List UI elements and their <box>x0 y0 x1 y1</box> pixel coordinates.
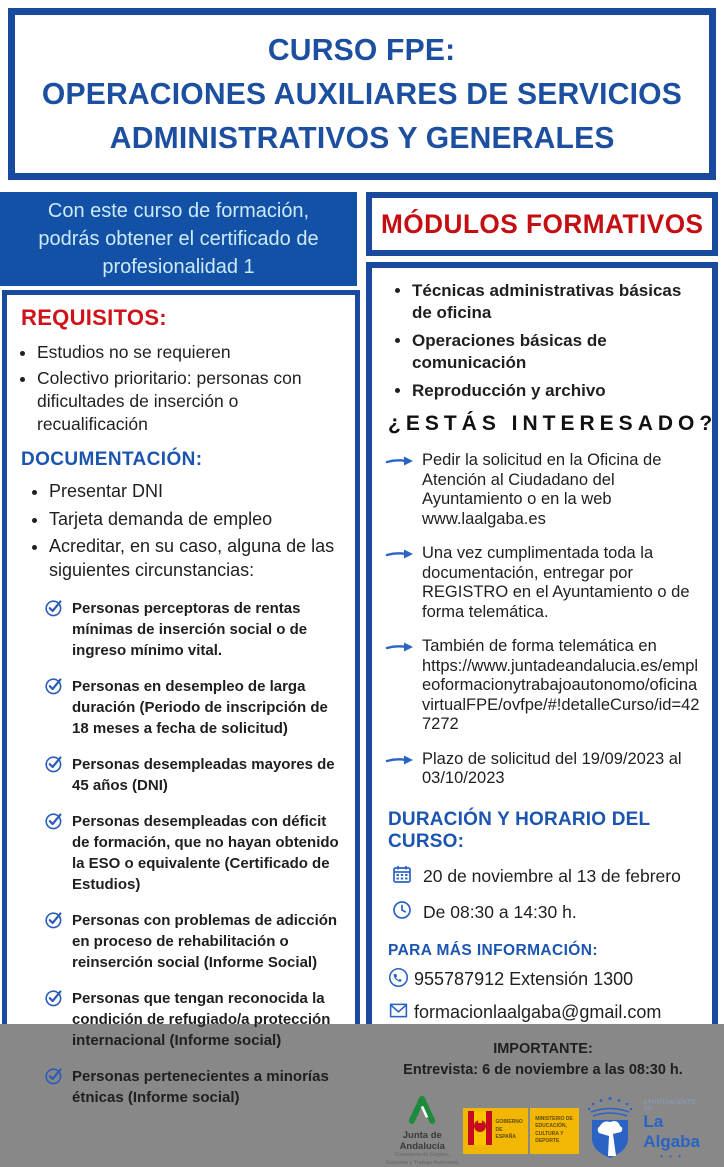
la-algaba-logo <box>583 1096 700 1165</box>
documentacion-list <box>49 479 345 582</box>
info-panel <box>366 262 718 1166</box>
step-text: Pedir la solicitud en la Oficina de Atención al Ciudadano del Ayuntamiento o en la web www.laalgaba.es <box>422 451 662 528</box>
schedule-hours: De 08:30 a 14:30 h. <box>423 901 577 922</box>
modulos-list <box>412 280 700 402</box>
check-item <box>45 598 345 661</box>
check-item-text: Personas pertenecientes a minorías étnicas (Informe social) <box>72 1067 329 1106</box>
footer-logos <box>386 1094 700 1167</box>
important-note <box>386 1039 700 1083</box>
check-item-text: Personas que tengan reconocida la condición de refugiado/a protección internacional (Informe social) <box>72 989 331 1049</box>
modulos-heading: MÓDULOS FORMATIVOS <box>380 208 704 239</box>
spain-flag-icon <box>468 1111 492 1150</box>
requisitos-list <box>37 341 345 436</box>
check-item <box>45 676 345 739</box>
envelope-icon <box>388 1000 409 1026</box>
check-item-text: Personas perceptoras de rentas mínimas de inserción social o de ingreso mínimo vital. <box>72 599 308 659</box>
la-algaba-shield-icon <box>583 1096 637 1165</box>
check-item <box>45 754 345 796</box>
calendar-icon <box>392 864 412 889</box>
check-item-text: Personas en desempleo de larga duración (Periodo de inscripción de 18 meses a fecha de solicitud) <box>72 677 328 737</box>
check-circle-icon <box>45 811 63 895</box>
schedule-dates-row <box>392 864 700 889</box>
check-item <box>45 1066 345 1108</box>
algaba-dots: • • • <box>660 1152 684 1162</box>
check-item-text: Personas desempleadas con déficit de formación, que no hayan obtenido la ESO o equivalente (Certificado de Estudios) <box>72 812 339 893</box>
check-circle-icon <box>45 754 63 796</box>
phone-row <box>388 967 700 993</box>
step-item <box>386 750 700 789</box>
requisitos-heading: REQUISITOS: <box>21 305 167 330</box>
requirements-panel <box>2 290 360 1106</box>
ministerio-block <box>530 1108 579 1154</box>
page-title-line-2: OPERACIONES AUXILIARES DE SERVICIOS <box>41 76 683 111</box>
modulo-item: • Reproducción y archivo <box>412 380 700 402</box>
algaba-name: La Algaba <box>643 1112 701 1152</box>
page-title-line-3: ADMINISTRATIVOS Y GENERALES <box>109 120 615 155</box>
email-row <box>388 1000 700 1026</box>
gobierno-label: GOBIERNO DE ESPAÑA <box>495 1119 523 1141</box>
check-item <box>45 988 345 1051</box>
check-item <box>45 910 345 973</box>
step-text: Una vez cumplimentada toda la documentación, entregar por REGISTRO en el Ayuntamiento o de forma telemática. <box>422 544 690 621</box>
important-text: Entrevista: 6 de noviembre a las 08:30 h. <box>403 1062 683 1079</box>
ministerio-label: MINISTERIO DE EDUCACIÓN, CULTURA Y DEPORTE <box>535 1115 573 1145</box>
schedule-hours-row <box>392 900 700 925</box>
title-box <box>8 8 716 180</box>
step-text: Plazo de solicitud del 19/09/2023 al 03/10/2023 <box>422 749 682 788</box>
duracion-heading: DURACIÓN Y HORARIO DEL CURSO: <box>388 808 650 852</box>
algaba-superscript: AYUNTAMIENTO DE <box>643 1100 696 1113</box>
la-algaba-text <box>643 1100 700 1161</box>
intro-banner <box>0 192 357 286</box>
requisito-item: • Colectivo prioritario: personas con dificultades de inserción o recualificación <box>37 367 345 436</box>
junta-title: Junta de Andalucía <box>399 1130 445 1152</box>
modulo-item: • Técnicas administrativas básicas de oficina <box>412 280 700 324</box>
check-circle-icon <box>45 598 63 661</box>
arrow-right-icon <box>386 544 414 622</box>
check-item-text: Personas con problemas de adicción en proceso de rehabilitación o reinserción social (Informe Social) <box>72 911 338 971</box>
junta-subtitle-2: Empresa y Trabajo Autónomo <box>386 1159 459 1166</box>
step-item <box>386 637 700 734</box>
info-heading: PARA MÁS INFORMACIÓN: <box>388 941 598 959</box>
arrow-right-icon <box>386 637 414 734</box>
check-circle-icon <box>45 1066 63 1108</box>
page-title-line-1: CURSO FPE: <box>268 32 456 67</box>
documentacion-item: • Tarjeta demanda de empleo <box>49 507 345 531</box>
phone-number: 955787912 Extensión 1300 <box>414 969 634 989</box>
arrow-right-icon <box>386 750 414 789</box>
gobierno-espana-logo <box>463 1108 580 1154</box>
gobierno-block <box>463 1108 529 1154</box>
junta-andalucia-logo <box>386 1094 459 1167</box>
junta-subtitle-1: Consejería de Empleo, <box>394 1152 451 1158</box>
check-circle-icon <box>45 988 63 1051</box>
requisito-item: • Estudios no se requieren <box>37 341 345 364</box>
check-circle-icon <box>45 910 63 973</box>
documentacion-item: • Presentar DNI <box>49 479 345 503</box>
modules-header-box <box>366 192 718 256</box>
interested-heading: ¿ESTÁS INTERESADO? <box>388 412 718 436</box>
check-item <box>45 811 345 895</box>
arrow-right-icon <box>386 451 414 529</box>
check-item-text: Personas desempleadas mayores de 45 años (DNI) <box>72 755 335 794</box>
clock-icon <box>392 900 412 925</box>
phone-icon <box>388 967 409 993</box>
check-circle-icon <box>45 676 63 739</box>
schedule-dates: 20 de noviembre al 13 de febrero <box>423 865 681 886</box>
email-address: formacionlaalgaba@gmail.com <box>414 1002 662 1022</box>
step-item <box>386 544 700 622</box>
important-heading: IMPORTANTE: <box>493 1040 593 1057</box>
step-text: También de forma telemática en https://www.juntadeandalucia.es/empleoformacionytrabajoautonomo/oficinavirtualFPE/ovfpe/#!detalleCurso/id=427272 <box>422 637 700 734</box>
modulo-item: • Operaciones básicas de comunicación <box>412 330 700 374</box>
documentacion-item: • Acreditar, en su caso, alguna de las siguientes circunstancias: <box>49 534 345 583</box>
intro-text: Con este curso de formación, podrás obtener el certificado de profesionalidad 1 <box>38 200 319 278</box>
documentacion-heading: DOCUMENTACIÓN: <box>21 449 203 471</box>
junta-andalucia-icon <box>405 1111 439 1128</box>
step-item <box>386 451 700 529</box>
